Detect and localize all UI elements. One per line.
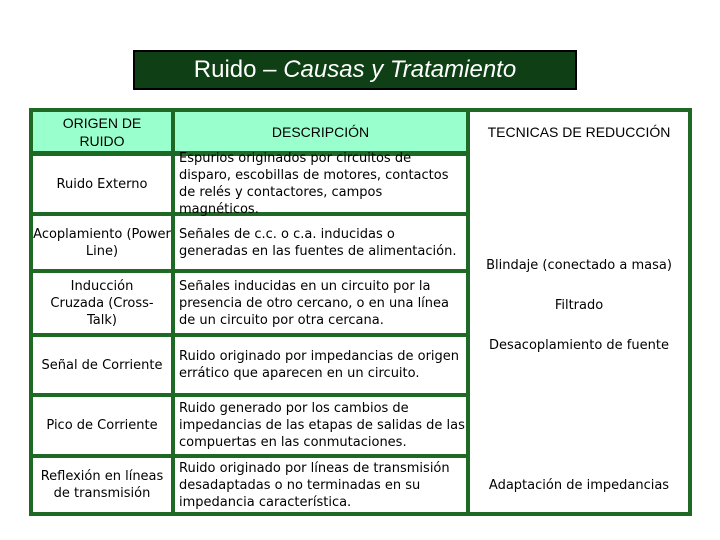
technique-item: Adaptación de impedancias xyxy=(488,477,670,493)
row-origin: Ruido Externo xyxy=(56,176,148,192)
header-description xyxy=(175,112,466,151)
row-origin: Inducción Cruzada (Cross-Talk) xyxy=(50,278,154,328)
header-description-label: DESCRIPCIÓN xyxy=(271,123,370,140)
row-description: Ruido originado por líneas de transmisión desadaptadas o no terminadas en su impedancia característica. xyxy=(179,460,450,510)
row-origin: Reflexión en líneas de transmisión xyxy=(40,469,164,501)
title-main: Ruido xyxy=(193,56,257,83)
header-origin-label: ORIGEN DE RUIDO xyxy=(62,114,142,149)
grid-right-border xyxy=(688,108,692,516)
technique-item: Blindaje (conectado a masa) xyxy=(486,257,672,273)
row-description: Señales inducidas en un circuito por la presencia de otro cercano, o en una línea de un circuito por otra cercana. xyxy=(179,278,449,328)
title-rest: Causas y Tratamiento xyxy=(283,56,517,83)
header-techniques-label: TECNICAS DE REDUCCIÓN xyxy=(487,123,671,140)
technique-item: Desacoplamiento de fuente xyxy=(489,337,669,353)
row-origin: Señal de Corriente xyxy=(41,357,163,373)
row-origin: Acoplamiento (Power Line) xyxy=(33,226,171,259)
title-separator: – xyxy=(256,56,284,83)
row-description: Ruido generado por los cambios de impedancias de las etapas de salidas de las compuertas en las conmutaciones. xyxy=(179,401,465,450)
row-description: Señales de c.c. o c.a. inducidas o generadas en las fuentes de alimentación. xyxy=(179,227,457,259)
row-origin: Pico de Corriente xyxy=(46,418,158,433)
header-origin xyxy=(33,112,171,151)
row-description: Espurios originados por circuitos de disparo, escobillas de motores, contactos de relés y contactores, campos magnéticos. xyxy=(179,151,449,217)
grid-bottom-border xyxy=(29,512,692,516)
row-description: Ruido originado por impedancias de origen errático que aparecen en un circuito. xyxy=(179,349,460,381)
header-techniques xyxy=(470,112,688,151)
technique-item: Filtrado xyxy=(554,297,604,313)
